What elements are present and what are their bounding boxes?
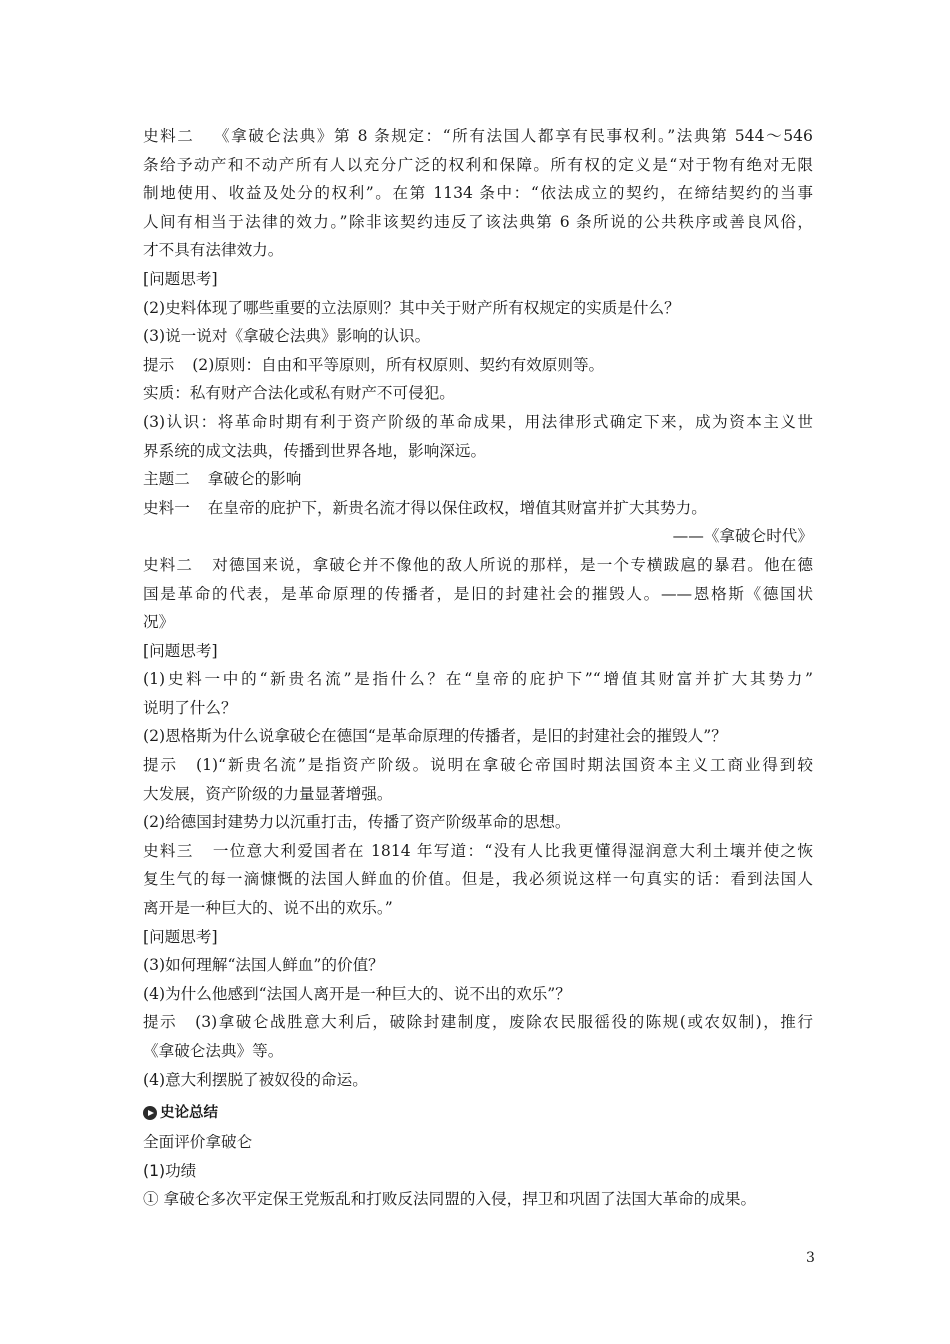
- source-citation: ——《拿破仑时代》: [672, 527, 813, 546]
- section-title: 史论总结: [160, 1105, 218, 1122]
- text-line: 史料二 《拿破仑法典》第 8 条规定：“所有法国人都享有民事权利。”法典第 544～546: [143, 127, 813, 145]
- hint-line: 提示 (1)“新贵名流”是指资产阶级。说明在拿破仑帝国时期法国资本主义工商业得到较: [143, 756, 813, 775]
- question: (2)史料体现了哪些重要的立法原则？其中关于财产所有权规定的实质是什么？: [143, 298, 680, 317]
- text-line: 况》: [143, 613, 175, 632]
- question: (1)史料一中的“新贵名流”是指什么？在“皇帝的庇护下”“增值其财富并扩大其势力”: [143, 670, 813, 689]
- source-line: 史料二 对德国来说，拿破仑并不像他的敌人所说的那样，是一个专横跋扈的暴君。他在德: [143, 555, 813, 574]
- hint-line: 提示 (2)原则：自由和平等原则，所有权原则、契约有效原则等。: [143, 355, 605, 374]
- text-line: 条给予动产和不动产所有人以充分广泛的权利和保障。所有权的定义是“对于物有绝对无限: [143, 155, 813, 174]
- text-line: (3)认识：将革命时期有利于资产阶级的革命成果，用法律形式确定下来，成为资本主义世: [143, 412, 813, 431]
- text-line: (2)给德国封建势力以沉重打击，传播了资产阶级革命的思想。: [143, 813, 571, 832]
- text-line: 才不具有法律效力。: [143, 241, 284, 260]
- topic-heading: 主题二 拿破仑的影响: [143, 470, 302, 489]
- question: 说明了什么？: [143, 698, 237, 717]
- hint-line: 提示 (3)拿破仑战胜意大利后，破除封建制度，废除农民服徭役的陈规(或农奴制)，推行: [143, 1013, 813, 1032]
- question: (3)说一说对《拿破仑法典》影响的认识。: [143, 327, 431, 346]
- summary-item: ① 拿破仑多次平定保王党叛乱和打败反法同盟的入侵，捍卫和巩固了法国大革命的成果。: [143, 1190, 757, 1209]
- question-heading: [问题思考]: [143, 927, 218, 946]
- summary-heading: 全面评价拿破仑: [143, 1133, 253, 1152]
- source-line: 史料一 在皇帝的庇护下，新贵名流才得以保住政权，增值其财富并扩大其势力。: [143, 498, 707, 517]
- play-circle-icon: [143, 1106, 157, 1120]
- text-line: 界系统的成文法典，传播到世界各地，影响深远。: [143, 441, 487, 460]
- text-line: 国是革命的代表，是革命原理的传播者，是旧的封建社会的摧毁人。——恩格斯《德国状: [143, 584, 813, 603]
- source-line: 史料三 一位意大利爱国者在 1814 年写道：“没有人比我更懂得湿润意大利土壤并使之恢: [143, 841, 813, 860]
- question: (4)为什么他感到“法国人离开是一种巨大的、说不出的欢乐”？: [143, 984, 571, 1003]
- text-line: 实质：私有财产合法化或私有财产不可侵犯。: [143, 384, 455, 403]
- question-heading: [问题思考]: [143, 269, 218, 288]
- text-line: 制地使用、收益及处分的权利”。在第 1134 条中：“依法成立的契约，在缔结契约的当事: [143, 184, 813, 203]
- question: (3)如何理解“法国人鲜血”的价值？: [143, 956, 384, 975]
- text-line: 离开是一种巨大的、说不出的欢乐。”: [143, 899, 393, 918]
- document-body: [143, 122, 813, 1214]
- text-line: 大发展，资产阶级的力量显著增强。: [143, 784, 393, 803]
- summary-subheading: (1)功绩: [143, 1161, 197, 1180]
- section-heading: [143, 1100, 813, 1126]
- question: (2)恩格斯为什么说拿破仑在德国“是革命原理的传播者，是旧的封建社会的摧毁人”？: [143, 727, 727, 746]
- text-line: (4)意大利摆脱了被奴役的命运。: [143, 1070, 368, 1089]
- text-line: 人间有相当于法律的效力。”除非该契约违反了该法典第 6 条所说的公共秩序或善良风俗，: [143, 212, 813, 231]
- page-number: 3: [806, 1250, 815, 1266]
- question-heading: [问题思考]: [143, 641, 218, 660]
- text-line: 复生气的每一滴慷慨的法国人鲜血的价值。但是，我必须说这样一句真实的话：看到法国人: [143, 870, 813, 889]
- text-line: 《拿破仑法典》等。: [143, 1042, 284, 1060]
